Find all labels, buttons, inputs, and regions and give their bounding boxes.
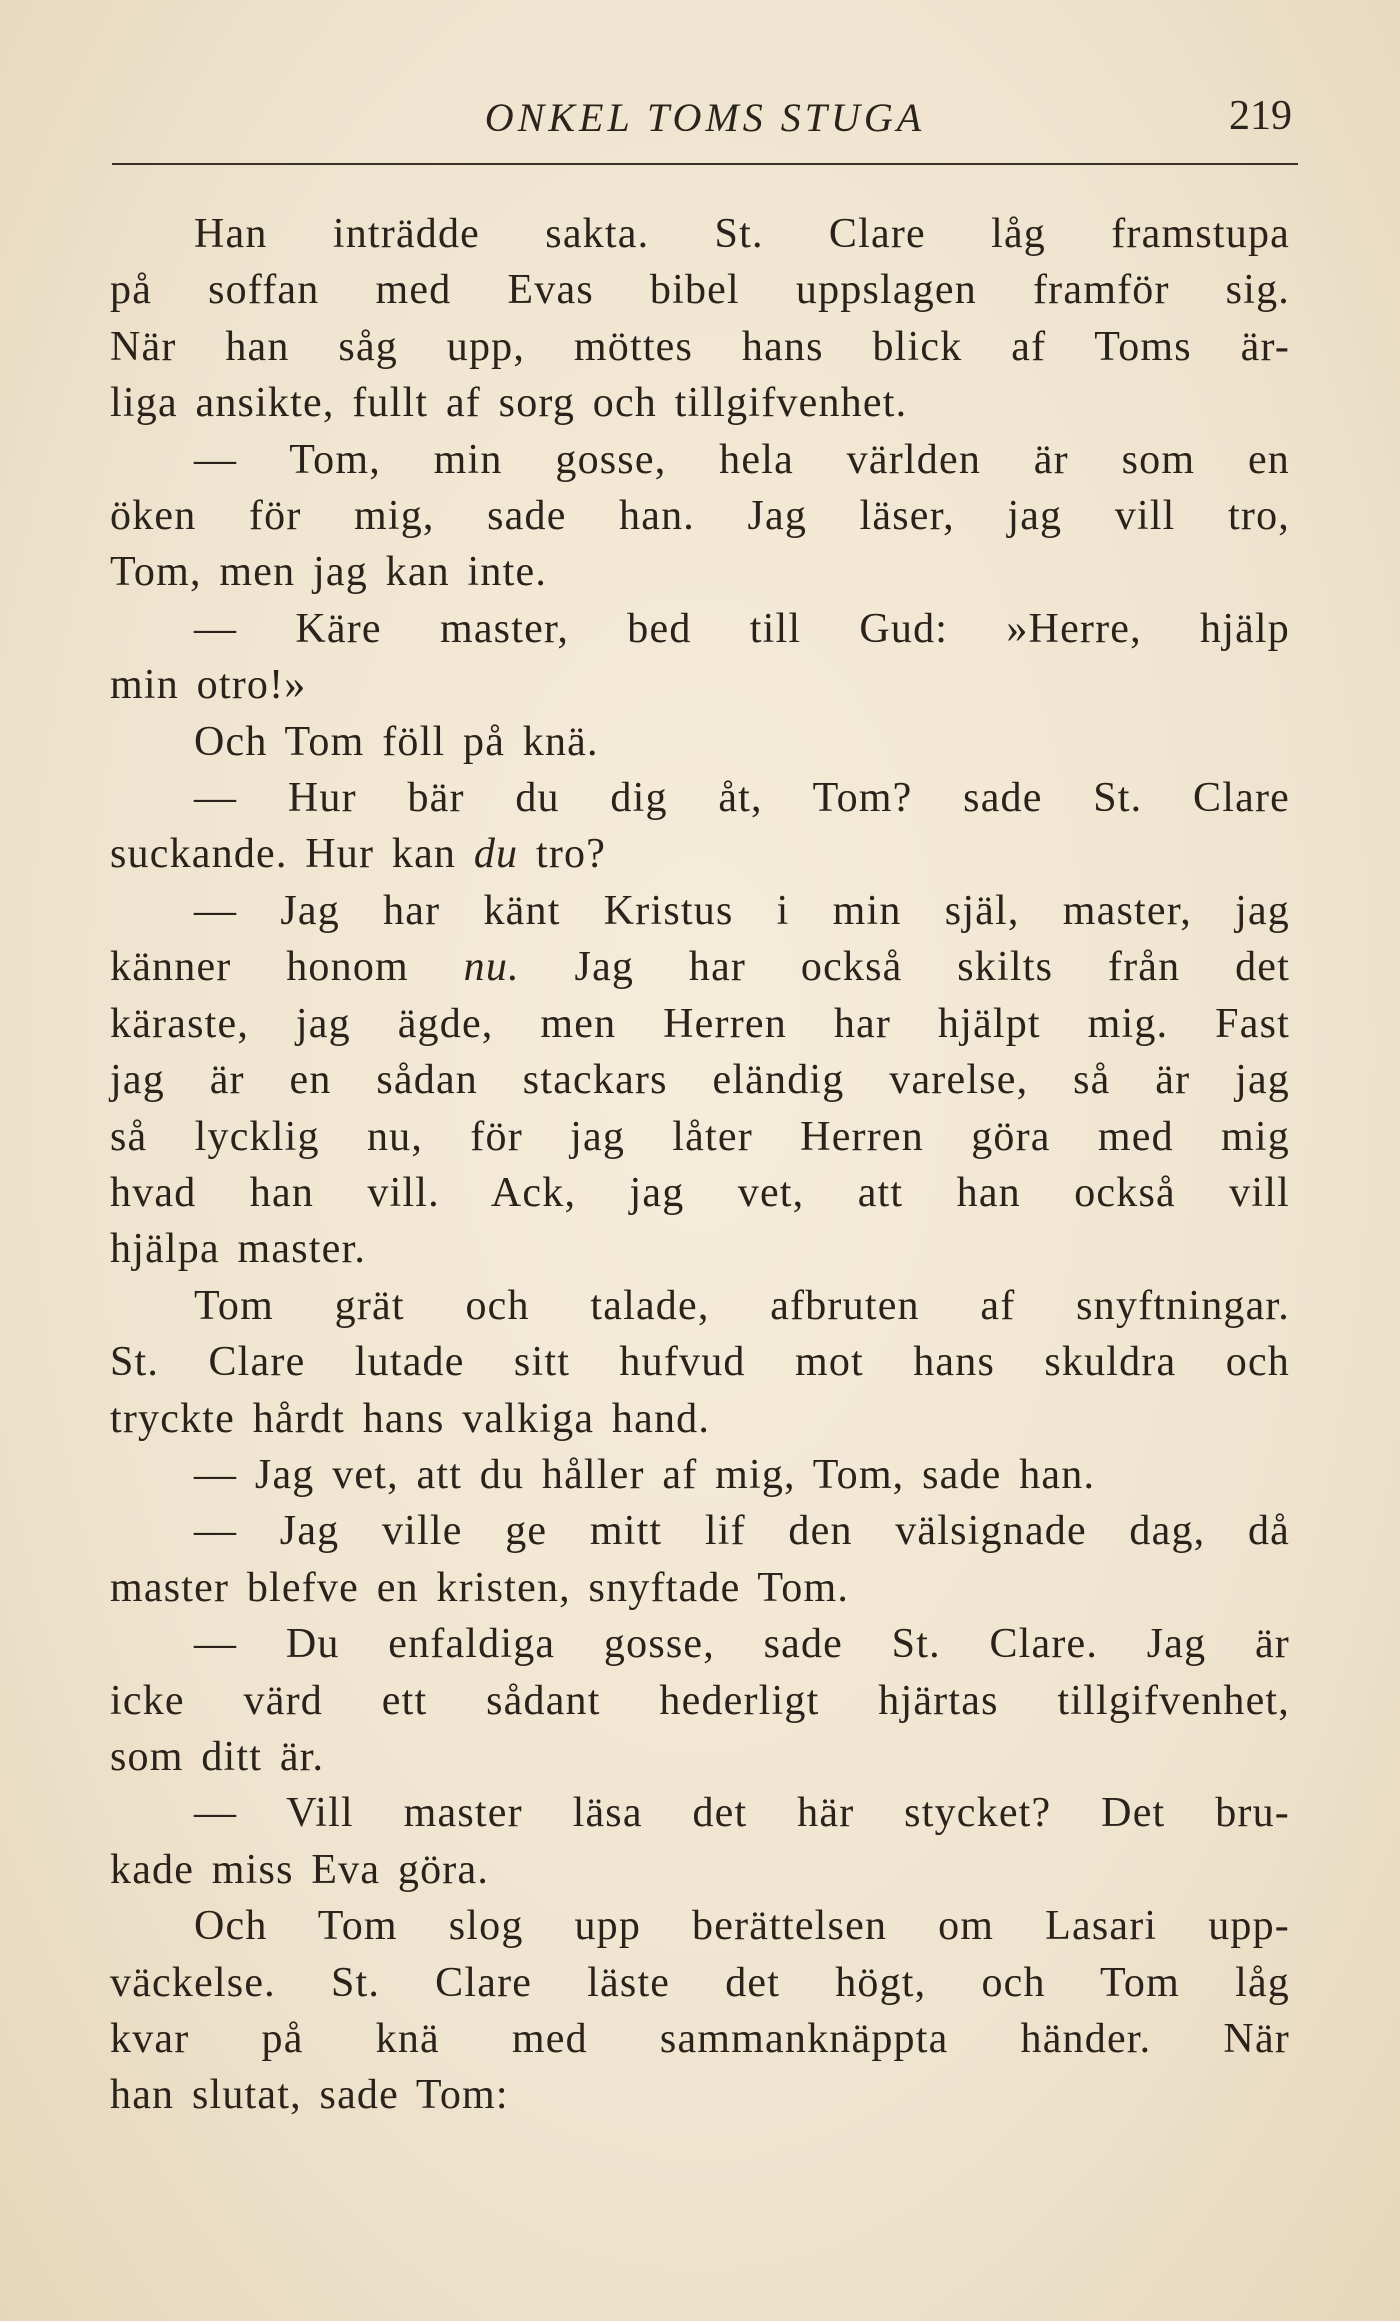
- paragraph: [110, 770, 1290, 883]
- text-line: han slutat, sade Tom:: [110, 2072, 509, 2119]
- paragraph: [110, 714, 1290, 770]
- text-line: — Jag har känt Kristus i min själ, master, jag: [194, 887, 1290, 934]
- text-line: min otro!»: [110, 662, 307, 709]
- text-line: så lycklig nu, för jag låter Herren göra med mig: [110, 1113, 1290, 1160]
- italic-word: nu.: [463, 944, 520, 991]
- text-line: Tom grät och talade, afbruten af snyftningar.: [194, 1282, 1290, 1329]
- text-line: icke värd ett sådant hederligt hjärtas tillgifvenhet,: [110, 1677, 1290, 1724]
- text-line: hjälpa master.: [110, 1226, 367, 1273]
- text-line: hvad han vill. Ack, jag vet, att han också vill: [110, 1169, 1290, 1216]
- body-text: [110, 206, 1290, 2124]
- page-header: [110, 88, 1300, 158]
- paragraph: [110, 206, 1290, 432]
- text-line-mixed: [110, 826, 1290, 882]
- text-line: — Jag vet, att du håller af mig, Tom, sade han.: [194, 1451, 1096, 1498]
- paragraph: [110, 1447, 1290, 1503]
- text-line: på soffan med Evas bibel uppslagen framför sig.: [110, 267, 1290, 314]
- text-line: — Tom, min gosse, hela världen är som en: [194, 436, 1290, 483]
- paragraph: [110, 1503, 1290, 1616]
- text-line: jag är en sådan stackars eländig varelse, så är jag: [110, 1057, 1290, 1104]
- text-line: Och Tom föll på knä.: [194, 718, 599, 765]
- text-run: känner honom: [110, 944, 409, 991]
- text-line: kade miss Eva göra.: [110, 1846, 490, 1893]
- paragraph: [110, 1616, 1290, 1785]
- text-line: käraste, jag ägde, men Herren har hjälpt mig. Fast: [110, 1000, 1290, 1047]
- text-line: När han såg upp, möttes hans blick af Toms är-: [110, 323, 1290, 370]
- running-title: ONKEL TOMS STUGA: [484, 95, 926, 140]
- text-line: — Vill master läsa det här stycket? Det bru-: [194, 1790, 1290, 1837]
- paragraph: [110, 601, 1290, 714]
- text-line: väckelse. St. Clare läste det högt, och Tom låg: [110, 1959, 1290, 2006]
- paragraph: [110, 883, 1290, 1278]
- text-line: liga ansikte, fullt af sorg och tillgifvenhet.: [110, 380, 908, 427]
- page-number: 219: [1229, 93, 1292, 139]
- text-line: Tom, men jag kan inte.: [110, 549, 548, 596]
- text-run: tro?: [535, 831, 607, 878]
- header-rule: [112, 163, 1298, 165]
- text-line: — Hur bär du dig åt, Tom? sade St. Clare: [194, 775, 1290, 822]
- text-line: som ditt är.: [110, 1733, 325, 1780]
- italic-word: du: [473, 831, 519, 878]
- text-line: kvar på knä med sammanknäppta händer. När: [110, 2016, 1290, 2062]
- text-line: Och Tom slog upp berättelsen om Lasari upp-: [194, 1903, 1290, 1950]
- paragraph: [110, 1898, 1290, 2124]
- text-line: — Jag ville ge mitt lif den välsignade dag, då: [194, 1508, 1290, 1555]
- paragraph: [110, 1785, 1290, 1898]
- text-line: Han inträdde sakta. St. Clare låg framstupa: [194, 211, 1290, 257]
- text-line: — Käre master, bed till Gud: »Herre, hjälp: [194, 605, 1290, 652]
- text-line: öken för mig, sade han. Jag läser, jag vill tro,: [110, 493, 1290, 540]
- text-line: master blefve en kristen, snyftade Tom.: [110, 1564, 850, 1611]
- text-run: suckande. Hur kan: [110, 831, 457, 878]
- paragraph: [110, 432, 1290, 601]
- text-line: St. Clare lutade sitt hufvud mot hans skuldra och: [110, 1339, 1290, 1386]
- paragraph: [110, 1278, 1290, 1447]
- text-line-mixed: [110, 939, 1290, 995]
- text-line: — Du enfaldiga gosse, sade St. Clare. Jag är: [194, 1621, 1290, 1668]
- text-line: tryckte hårdt hans valkiga hand.: [110, 1395, 711, 1442]
- text-run: Jag har också skilts från det: [574, 944, 1291, 991]
